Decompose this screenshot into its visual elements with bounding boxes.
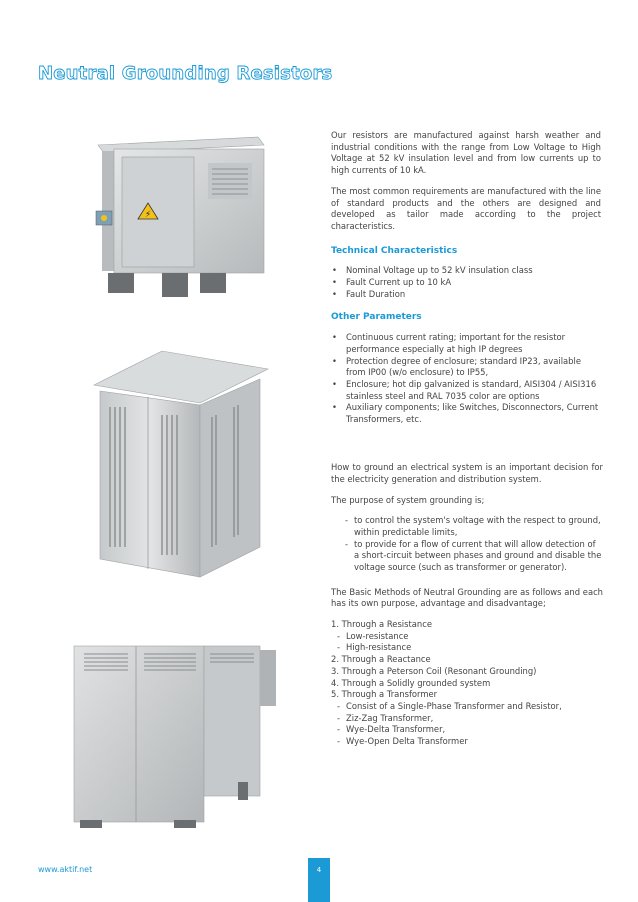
resistor-cabinet-image-1 bbox=[90, 133, 270, 308]
method-item bbox=[331, 654, 603, 666]
page-number-tab: 4 bbox=[308, 858, 330, 902]
grounding-paragraph-2: The purpose of system grounding is; bbox=[331, 495, 485, 506]
method-item bbox=[331, 619, 603, 654]
list-item: - to provide for a flow of current that will allow detection of a short-circuit between phases and ground and disable the voltage source (such as transformer or generator). bbox=[331, 539, 603, 574]
grounding-paragraph-1: How to ground an electrical system is an important decision for the electricity generation and distribution system. bbox=[331, 462, 603, 484]
resistor-cabinet-image-3 bbox=[70, 642, 280, 832]
list-item: - Consist of a Single-Phase Transformer and Resistor, bbox=[331, 701, 603, 713]
grounding-section bbox=[331, 462, 603, 748]
resistor-cabinet-image-2 bbox=[92, 347, 270, 579]
method-item bbox=[331, 666, 603, 678]
method-label: 4. Through a Solidly grounded system bbox=[331, 677, 491, 688]
other-parameters-heading: Other Parameters bbox=[331, 312, 422, 323]
list-item: • Nominal Voltage up to 52 kV insulation class bbox=[331, 265, 601, 277]
warning-sign: ⚡ bbox=[144, 210, 152, 220]
list-item: - Wye-Delta Transformer, bbox=[331, 724, 603, 736]
method-item bbox=[331, 678, 603, 690]
method-label: 2. Through a Reactance bbox=[331, 654, 431, 665]
list-item: • Auxiliary components; like Switches, Disconnectors, Current Transformers, etc. bbox=[331, 402, 601, 425]
list-item: - Wye-Open Delta Transformer bbox=[331, 736, 603, 748]
method-label: 1. Through a Resistance bbox=[331, 619, 432, 630]
page-title: Neutral Grounding Resistors bbox=[38, 63, 333, 84]
list-item: - to control the system's voltage with the respect to ground, within predictable limits, bbox=[331, 515, 603, 538]
other-parameters-list bbox=[331, 332, 601, 426]
method-label: 5. Through a Transformer bbox=[331, 689, 438, 700]
intro-paragraph-1: Our resistors are manufactured against harsh weather and industrial conditions with the range from Low Voltage to High Voltage at 52 kV insulation level and from low currents up to high currents of 10 kA. bbox=[331, 130, 601, 176]
footer-website-link[interactable]: www.aktif.net bbox=[38, 865, 93, 874]
technical-heading: Technical Characteristics bbox=[331, 245, 458, 256]
list-item: • Protection degree of enclosure; standard IP23, available from IP00 (w/o enclosure) to IP55, bbox=[331, 356, 601, 379]
list-item: - Low-resistance bbox=[331, 631, 603, 643]
list-item: • Enclosure; hot dip galvanized is standard, AISI304 / AISI316 stainless steel and RAL 7035 color are options bbox=[331, 379, 601, 402]
intro-section bbox=[331, 130, 601, 436]
purpose-list bbox=[331, 515, 603, 574]
method-label: 3. Through a Peterson Coil (Resonant Grounding) bbox=[331, 665, 537, 676]
grounding-paragraph-3: The Basic Methods of Neutral Grounding are as follows and each has its own purpose, advantage and disadvantage; bbox=[331, 586, 603, 609]
list-item: • Continuous current rating; important for the resistor performance especially at high IP degrees bbox=[331, 332, 601, 355]
technical-list bbox=[331, 265, 601, 300]
list-item: • Fault Duration bbox=[331, 289, 601, 301]
method-item bbox=[331, 689, 603, 748]
methods-list bbox=[331, 619, 603, 748]
intro-paragraph-2: The most common requirements are manufactured with the line of standard products and the others are designed and developed as tailor made according to the project characteristics. bbox=[331, 185, 601, 231]
list-item: - High-resistance bbox=[331, 642, 603, 654]
list-item: - Ziz-Zag Transformer, bbox=[331, 713, 603, 725]
list-item: • Fault Current up to 10 kA bbox=[331, 277, 601, 289]
